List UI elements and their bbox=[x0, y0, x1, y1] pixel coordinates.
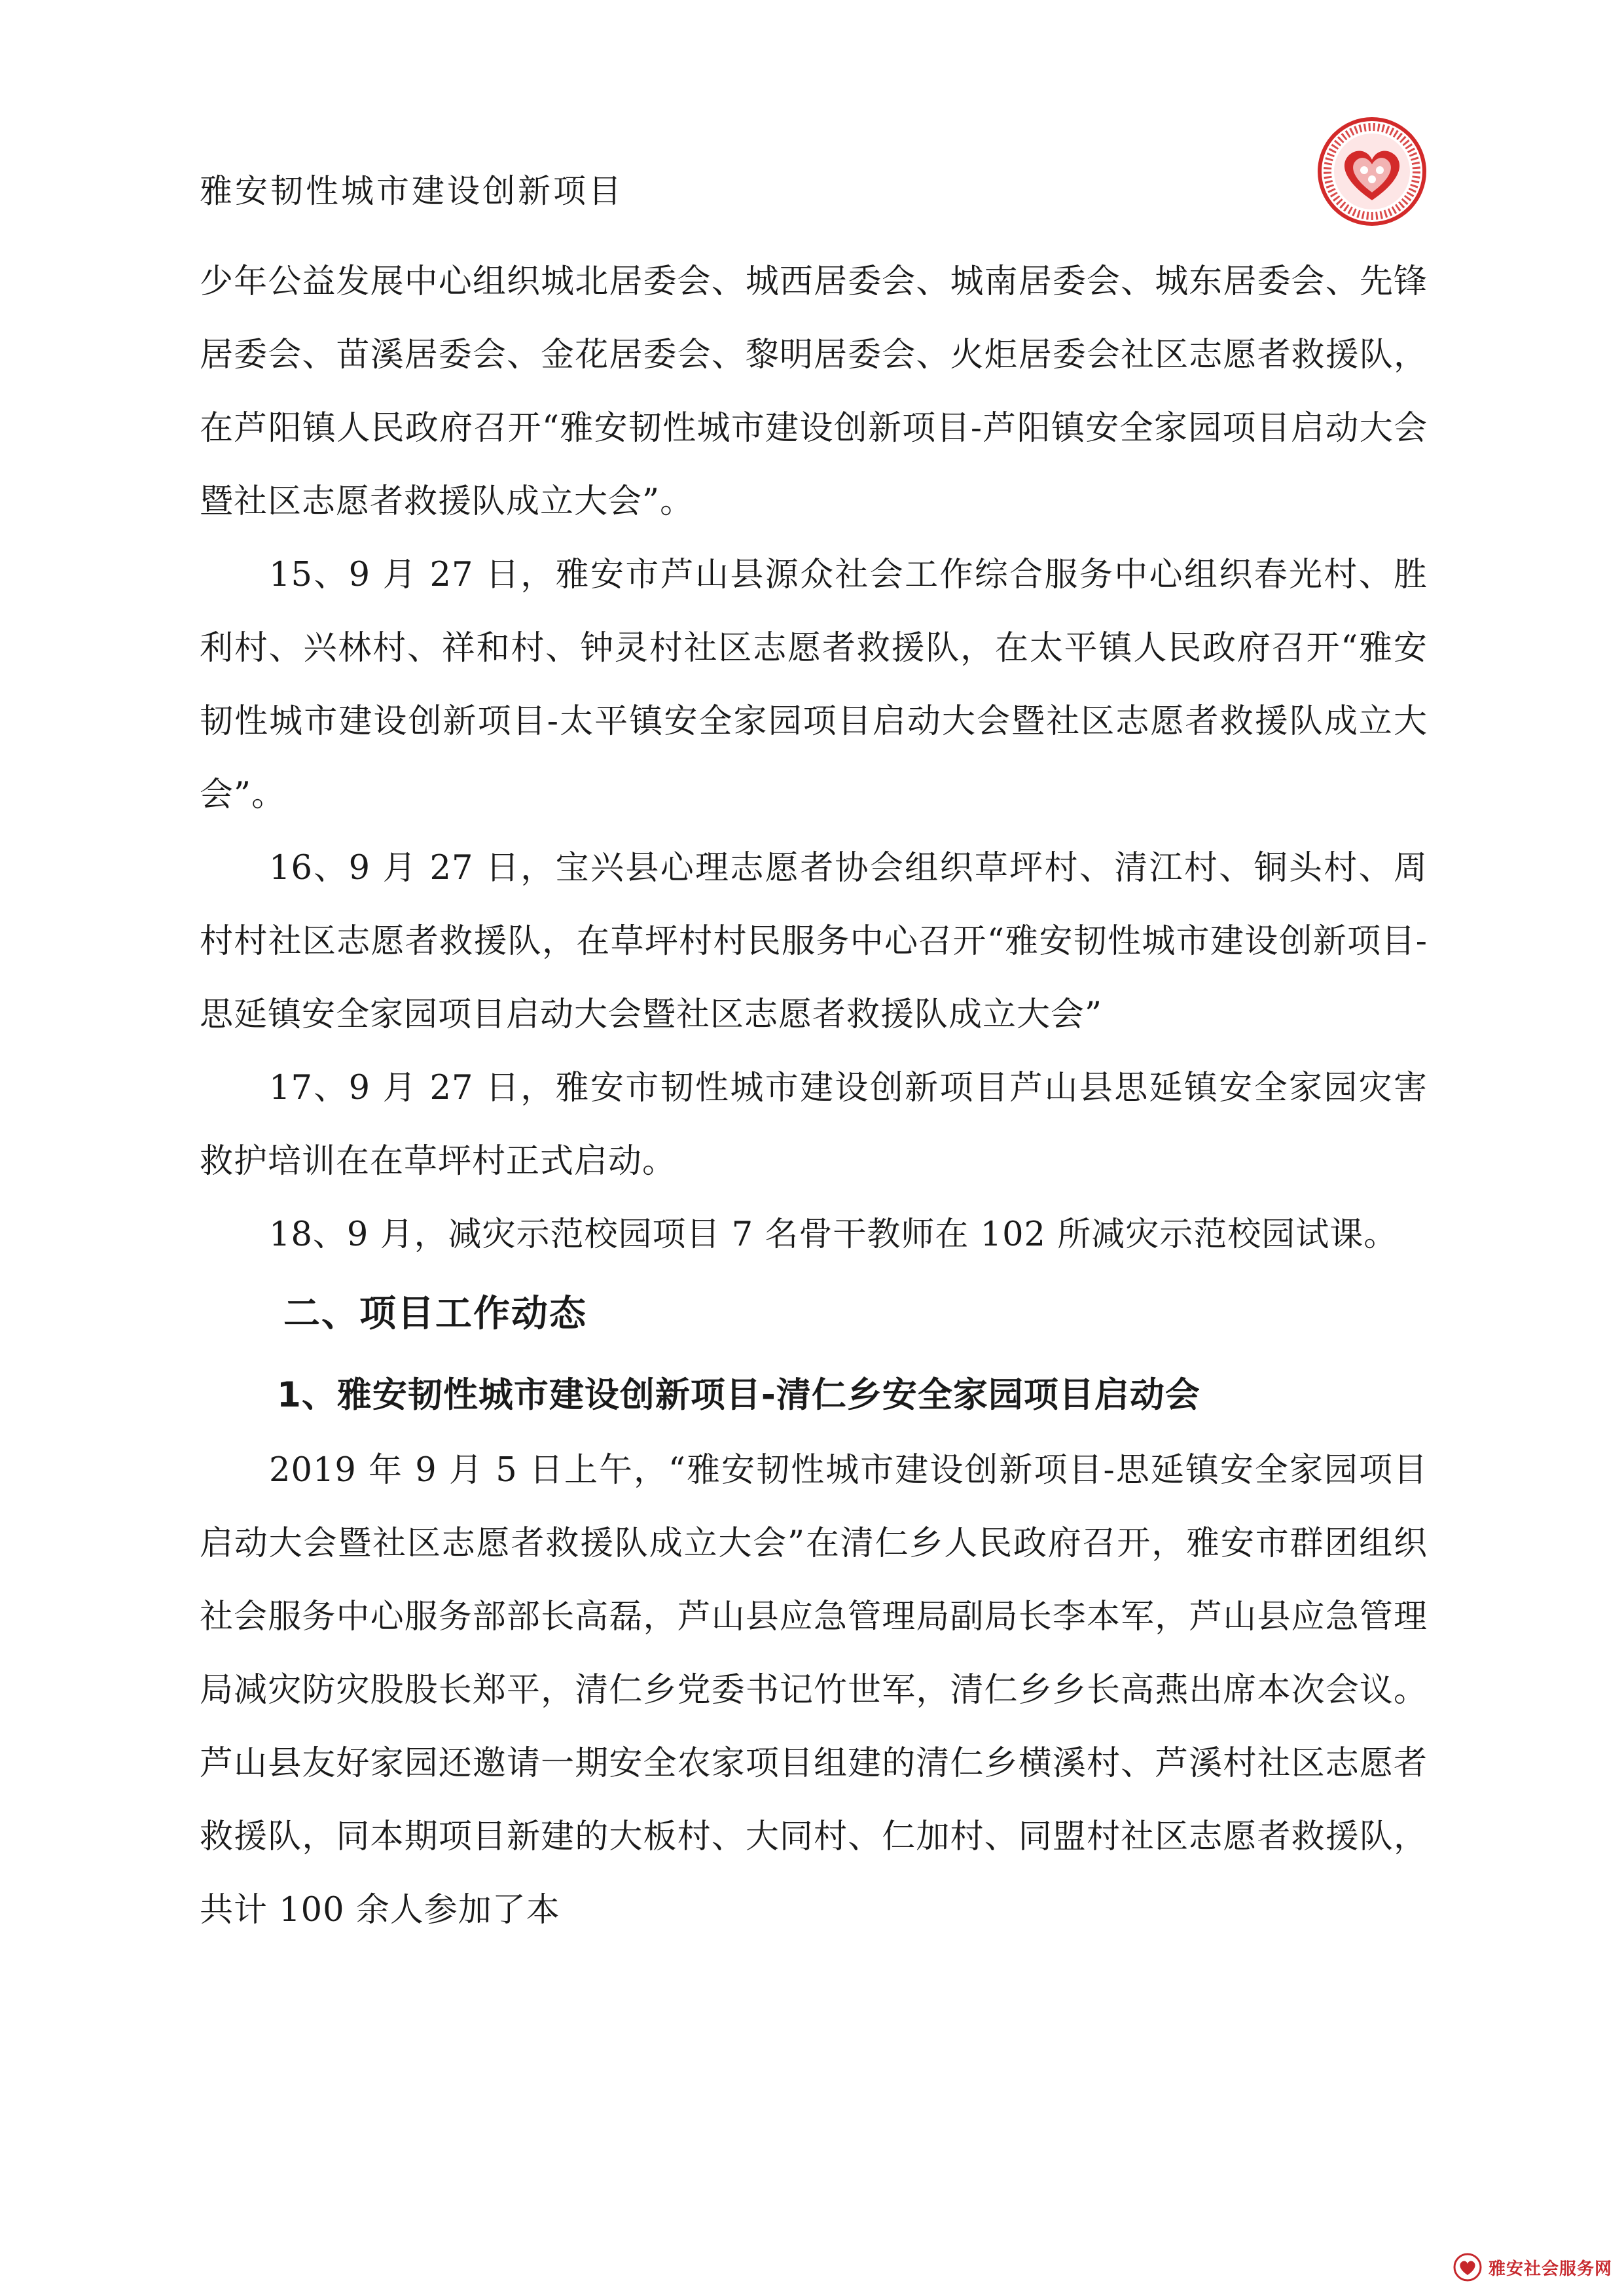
paragraph-item-16: 16、9 月 27 日，宝兴县心理志愿者协会组织草坪村、清江村、铜头村、周村村社区志愿者救援队，在草坪村村民服务中心召开“雅安韧性城市建设创新项目-思延镇安全家园项目启动大会暨社区志愿者救援队成立大会” bbox=[200, 849, 1428, 1034]
heart-seal-logo-icon bbox=[1317, 117, 1427, 226]
heart-badge-icon bbox=[1453, 2253, 1482, 2282]
section-body-paragraph: 2019 年 9 月 5 日上午，“雅安韧性城市建设创新项目-思延镇安全家园项目启动大会暨社区志愿者救援队成立大会”在清仁乡人民政府召开，雅安市群团组织社会服务中心服务部部长高磊，芦山县应急管理局副局长李本军，芦山县应急管理局减灾防灾股股长郑平，清仁乡党委书记竹世军，清仁乡乡长高燕出席本次会议。芦山县友好家园还邀请一期安全农家项目组建的清仁乡横溪村、芦溪村社区志愿者救援队，同本期项目新建的大板村、大同村、仁加村、同盟村社区志愿者救援队，共计 100 余人参加了本 bbox=[200, 1451, 1428, 1929]
section-heading: 二、项目工作动态 bbox=[283, 1293, 587, 1335]
watermark-text: 雅安社会服务网 bbox=[1488, 2259, 1612, 2279]
paragraph-item-18: 18、9 月，减灾示范校园项目 7 名骨干教师在 102 所减灾示范校园试课。 bbox=[269, 1215, 1398, 1254]
paragraph-item-15: 15、9 月 27 日，雅安市芦山县源众社会工作综合服务中心组织春光村、胜利村、兴林村、祥和村、钟灵村社区志愿者救援队，在太平镇人民政府召开“雅安韧性城市建设创新项目-太平镇安全家园项目启动大会暨社区志愿者救援队成立大会”。 bbox=[200, 556, 1428, 814]
site-watermark bbox=[1453, 2253, 1612, 2282]
subsection-heading: 1、雅安韧性城市建设创新项目-清仁乡安全家园项目启动会 bbox=[277, 1375, 1200, 1415]
paragraph-item-17: 17、9 月 27 日，雅安市韧性城市建设创新项目芦山县思延镇安全家园灾害救护培训在在草坪村正式启动。 bbox=[200, 1069, 1428, 1181]
document-body bbox=[200, 245, 1428, 1947]
paragraph-continuation: 少年公益发展中心组织城北居委会、城西居委会、城南居委会、城东居委会、先锋居委会、苗溪居委会、金花居委会、黎明居委会、火炬居委会社区志愿者救援队，在芦阳镇人民政府召开“雅安韧性城市建设创新项目-芦阳镇安全家园项目启动大会暨社区志愿者救援队成立大会”。 bbox=[200, 262, 1428, 521]
page-header-title: 雅安韧性城市建设创新项目 bbox=[200, 172, 624, 210]
